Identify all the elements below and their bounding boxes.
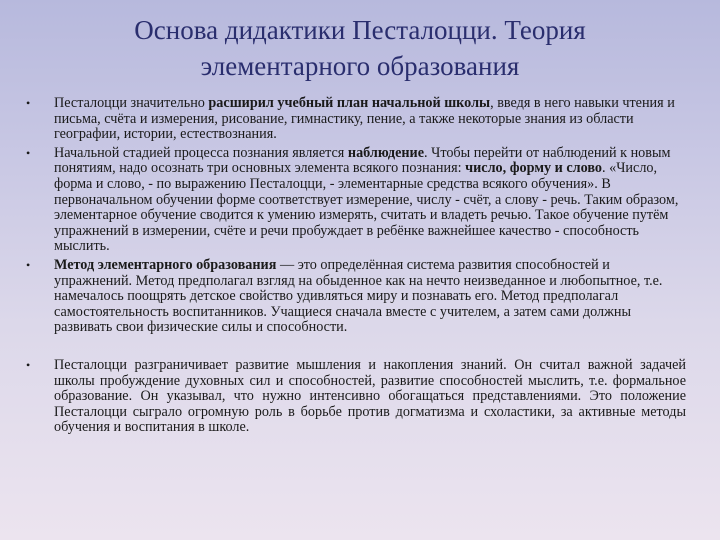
bullet-item [22, 96, 686, 143]
bullet-icon: • [26, 96, 31, 110]
bullet-text: . «Число, форма и слово, - по выражению Песталоцци, - элементарные средства всякого обучения». В первоначальном обучении форме соответствует измерение, числу - счёт, а слову - речь. Таким образом, элементарное обучение сводится к умению измерять, считать и владеть речью. Такое обучение путём упражнений в измерении, счёте и речи пробуждает в ребёнке важнейшее качество - способность мыслить. [54, 160, 679, 255]
title-line-2: элементарного образования [200, 51, 520, 81]
title-line-1: Основа дидактики Песталоцци. Теория [134, 15, 586, 45]
bullet-emphasis: наблюдение [347, 144, 425, 161]
bullet-item [22, 258, 686, 336]
bullet-text: Начальной стадией процесса познания является [54, 144, 348, 161]
bullet-icon: • [26, 357, 31, 372]
bullet-emphasis: Метод элементарного образования [54, 256, 277, 273]
bullet-text: — это определённая система развития способностей и упражнений. Метод предполагал взгляд на обыденное как на нечто неизведанное и любопытное, т.е. намечалось поощрять детское свойство удивляться миру и познавать его. Метод предполагал самостоятельность воспитанников. Учащиеся сначала вместе с учителем, а затем сами должны развивать свои физические силы и способности. [54, 256, 663, 336]
bullet-item [22, 358, 686, 436]
bullet-emphasis: число, форму и слово [465, 160, 603, 177]
bullet-text: . Чтобы перейти от наблюдений к новым понятиям, надо осознать три основных элемента всякого познания: [54, 144, 671, 177]
bullet-icon: • [26, 145, 31, 160]
bullet-list [22, 96, 686, 436]
bullet-text: Песталоцци разграничивает развитие мышления и накопления знаний. Он считал важной задачей школы пробуждение духовных сил и способностей, развитие способностей мыслить, т.е. формальное образование. Он указывал, что нужно интенсивно обогащаться представлениями. Это положение Песталоцци сыграло огромную роль в борьбе против догматизма и схоластики, за активные методы обучения и воспитания в школе. [54, 356, 686, 436]
bullet-emphasis: расширил учебный план начальной школы [208, 95, 491, 111]
bullet-text: , введя в него навыки чтения и письма, счёта и измерения, рисование, гимнастику, пение, а также некоторые знания из области географии, истории, естествознания. [54, 95, 675, 143]
bullet-icon: • [26, 257, 31, 272]
slide-title [60, 12, 660, 84]
bullet-text: Песталоцци значительно [54, 95, 209, 111]
bullet-item [22, 146, 686, 255]
